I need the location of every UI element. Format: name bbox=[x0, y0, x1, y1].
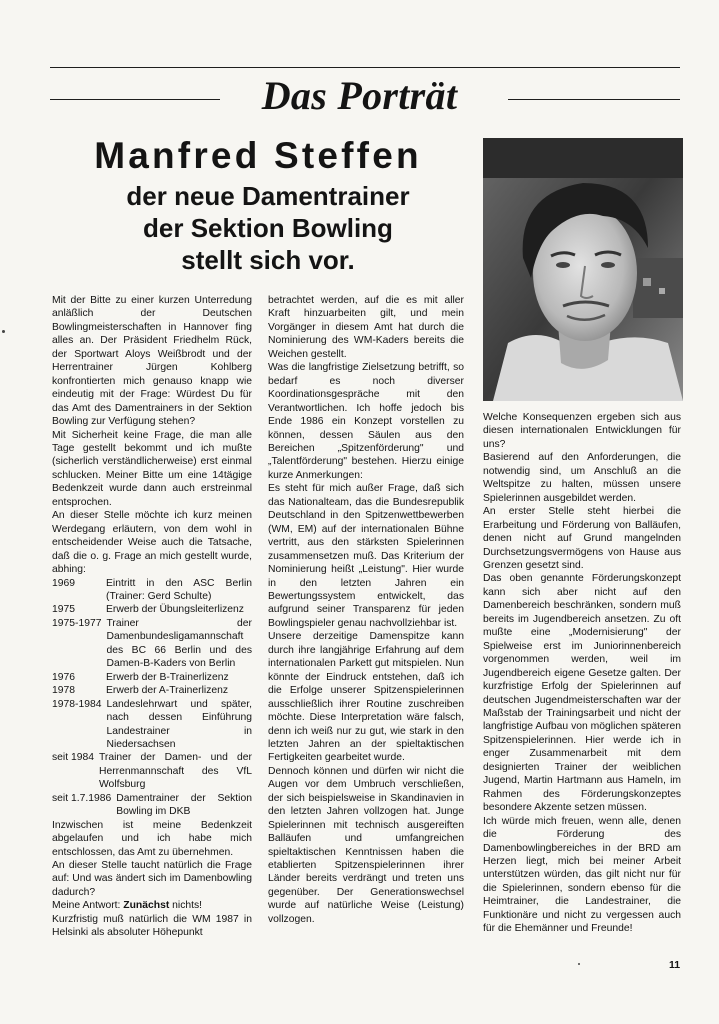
career-entry bbox=[52, 603, 252, 616]
paragraph: An dieser Stelle möchte ich kurz meinen Werdegang erläutern, von dem wohl in entscheidender Weise auch die Tatsache, daß die o. g. Frage an mich gestellt wurde, abhing: bbox=[52, 510, 252, 576]
top-rule bbox=[50, 67, 680, 68]
career-year: 1969 bbox=[52, 577, 76, 589]
paragraph: Welche Konsequenzen ergeben sich aus diesen internationalen Entwicklungen für uns? bbox=[483, 412, 681, 450]
section-title: Das Porträt bbox=[261, 73, 458, 118]
answer-suffix: nichts! bbox=[169, 900, 203, 912]
career-text: Erwerb der B-Trainerlizenz bbox=[106, 671, 229, 683]
career-text: Landeslehrwart und später, nach dessen Einführung Landestrainer in Niedersachsen bbox=[106, 698, 252, 750]
career-entry bbox=[52, 671, 252, 684]
paragraph: An dieser Stelle taucht natürlich die Frage auf: Und was ändert sich im Damenbowling dadurch? bbox=[52, 860, 252, 898]
article-column-3 bbox=[483, 411, 681, 936]
paragraph: Das oben genannte Förderungskonzept kann sich aber nicht auf den Damenbereich beschränken, sondern muß bereits im Jugendbereich ansetzen. Zu oft mußte eine „Modernisierung" der Spielweise erst im Juniorinnenbereich vorgenommen werden, weil im Jugendbereich eigene Gesetze galten. Der kurzfristige Erfolg der Spielerinnen auf deutschen Jugendmeisterschaften war der Maßstab der Trainingsarbeit und nicht der langfristige Aufbau von möglichen späteren Spitzenspielerinnen. Hier werde ich in enger Zusammenarbeit mit dem designierten Trainer der weiblichen Jugend, Martin Hartmann aus Hameln, im Rahmen des Förderungskonzeptes besondere Akzente setzen müssen. bbox=[483, 573, 681, 814]
career-entry bbox=[52, 617, 252, 671]
answer-emphasis: Zunächst bbox=[123, 900, 170, 912]
career-year: 1975 bbox=[52, 604, 76, 616]
career-year: 1978-1984 bbox=[52, 698, 102, 710]
career-text: Erwerb der A-Trainerlizenz bbox=[106, 685, 229, 697]
article-column-2 bbox=[268, 294, 464, 926]
paragraph: Mit Sicherheit keine Frage, die man alle Tage gestellt bekommt und ich mußte (sicherlich verständlicherweise) erst einmal schlucken. Meiner Bitte um eine 14tägige Bedenkzeit wurde dann auch erstreinmal entsprochen. bbox=[52, 429, 252, 508]
headline-subtitle-line: der neue Damentrainer bbox=[126, 181, 410, 211]
portrait-photo bbox=[483, 138, 683, 401]
paragraph: Basierend auf den Anforderungen, die notwendig sind, um Anschluß an die Weltspitze zu halten, müssen unsere Spielerinnen ausgebildet werden. bbox=[483, 452, 681, 504]
career-year: seit 1984 bbox=[52, 752, 94, 764]
career-year: 1978 bbox=[52, 685, 76, 697]
career-year: seit 1.7.1986 bbox=[52, 792, 112, 804]
career-text: Erwerb der Übungsleiterlizenz bbox=[106, 604, 244, 616]
scan-speck bbox=[2, 330, 5, 333]
answer-prefix: Meine Antwort: bbox=[52, 900, 124, 912]
paragraph bbox=[52, 899, 252, 912]
paragraph: Dennoch können und dürfen wir nicht die Augen vor dem Umbruch verschließen, der sich beispielsweise in Skandinavien in den letzten Jahren vollzogen hat. Junge Spielerinnen mit technisch ausgereiften Balläufen und umfangreichen spieltaktischen Kenntnissen haben die etablierten Spitzenspielerinnen ihrer Länder bereits verdrängt und treten uns gegenüber. Der Generationswechsel wurde auf natürliche Weise (Leistung) vollzogen. bbox=[268, 765, 464, 925]
career-entry bbox=[52, 684, 252, 697]
paragraph: Ich würde mich freuen, wenn alle, denen die Förderung des Damenbowlingbereiches in der BRD am Herzen liegt, mich bei meiner Arbeit unterstützen würden, das gilt nicht nur für die Spielerinnen, sondern ebenso für die Heimtrainer, die Landestrainer, die Funktionäre und nicht zu vergessen auch für die Ehemänner und Freunde! bbox=[483, 815, 681, 935]
career-text: Eintritt in den ASC Berlin (Trainer: Gerd Schulte) bbox=[106, 577, 252, 602]
paragraph: Es steht für mich außer Frage, daß sich das Nationalteam, das die Bundesrepublik Deutschland in den Spitzenwettbewerben (WM, EM) auf der internationalen Bühne vertritt, aus den stärksten Spielerinnen zusammensetzen muß. Das Kriterium der Nominierung heißt „Leistung". Hier wurde in den letzten Jahren ein Bewertungssystem entwickelt, das aufgrund seiner Transparenz für jeden Bowlingspieler genau nachvollziehbar ist. bbox=[268, 483, 464, 629]
career-text: Trainer der Damenbundesligamannschaft des BC 66 Berlin und des Damen-B-Kaders von Berlin bbox=[106, 617, 252, 670]
career-entry bbox=[52, 698, 252, 752]
portrait-illustration bbox=[483, 138, 683, 401]
career-text: Trainer der Damen- und der Herrenmannschaft des VfL Wolfsburg bbox=[98, 752, 252, 791]
headline-name: Manfred Steffen bbox=[94, 135, 422, 176]
paragraph: An erster Stelle steht hierbei die Erarbeitung und Förderung von Balläufen, denen nicht auf Grund mangelnden Durchsetzungsvermögens von Hause aus Grenzen gesetzt sind. bbox=[483, 506, 681, 571]
career-year: 1975-1977 bbox=[52, 617, 102, 629]
scan-speck bbox=[578, 963, 580, 965]
paragraph: Kurzfristig muß natürlich die WM 1987 in Helsinki als absoluter Höhepunkt bbox=[52, 913, 252, 939]
career-year: 1976 bbox=[52, 671, 76, 683]
career-entry bbox=[52, 792, 252, 819]
headline-subtitle bbox=[48, 180, 488, 276]
paragraph: Was die langfristige Zielsetzung betrifft, so bedarf es noch diverser Koordinationsgespräche mit den Verantwortlichen. Ich hoffe jedoch bis Ende 1986 ein Konzept vorstellen zu können, dessen Säulen aus den Bereichen „Spitzenförderung" und „Talentförderung" bestehen. Hierzu einige kurze Anmerkungen: bbox=[268, 362, 464, 481]
career-text: Damentrainer der Sektion Bowling im DKB bbox=[116, 792, 252, 818]
career-entry bbox=[52, 577, 252, 604]
page-number: 11 bbox=[669, 959, 681, 971]
career-list bbox=[52, 577, 252, 819]
paragraph: betrachtet werden, auf die es mit aller Kraft hinzuarbeiten gilt, und mein Vorgänger in diesem Amt hat durch die Nominierung des WM-Kaders bereits die Weichen gestellt. bbox=[268, 295, 464, 360]
headline-subtitle-line: stellt sich vor. bbox=[181, 245, 355, 275]
paragraph: Unsere derzeitige Damenspitze kann durch ihre langjährige Erfahrung auf dem internationalen Parkett gut mitspielen. Nun könnte der Eindruck entstehen, daß ich die Erfolge unserer Spitzenspielerinnen ausschließlich ihrer Routine zuschreiben möchte. Diese Interpretation wäre falsch, denn ich weiß nur zu gut, wie stark in den letzten Jahren an der spieltaktischen Fertigkeiten gearbeitet wurde. bbox=[268, 631, 464, 764]
paragraph: Mit der Bitte zu einer kurzen Unterredung anläßlich der Deutschen Bowlingmeisterschaften in Hannover fing alles an. Der Präsident Friedhelm Rück, der Sportwart Aloys Weißbrodt und der Herrentrainer Jürgen Kohlberg konfrontierten mich genauso knapp wie eindeutig mit der Frage: Würdest Du für das Amt des Damentrainers in der Sektion Bowling zur Verfügung stehen? bbox=[52, 295, 252, 428]
headline-subtitle-line: der Sektion Bowling bbox=[143, 213, 393, 243]
article-column-1 bbox=[52, 294, 252, 940]
paragraph: Inzwischen ist meine Bedenkzeit abgelaufen und ich habe mich entschlossen, das Amt zu übernehmen. bbox=[52, 819, 252, 858]
career-entry bbox=[52, 751, 252, 791]
